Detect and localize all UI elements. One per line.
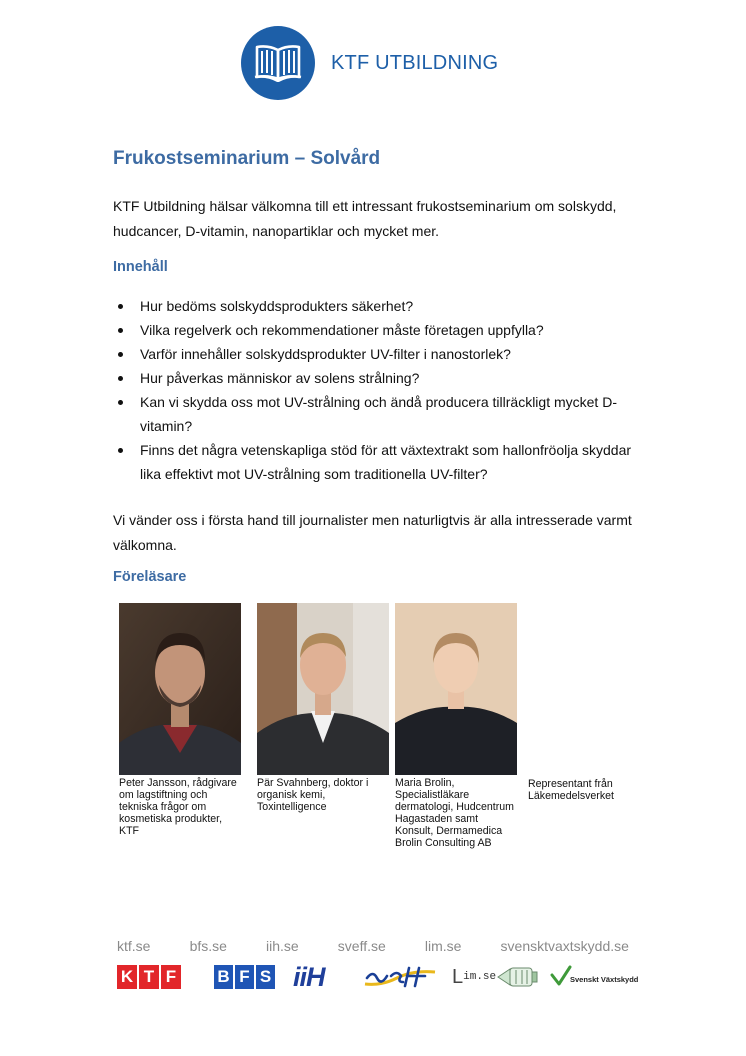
- footer-link[interactable]: bfs.se: [189, 938, 227, 954]
- footer-logos: [117, 962, 637, 996]
- open-book-icon: [253, 44, 303, 82]
- speaker-caption: Representant från Läkemedelsverket: [528, 778, 614, 802]
- ktf-logo: [241, 26, 315, 100]
- speaker-photo: [257, 603, 389, 775]
- speaker-caption: Pär Svahnberg, doktor i organisk kemi, Toxintelligence: [257, 777, 369, 813]
- list-item: Varför innehåller solskyddsprodukter UV-filter i nanostorlek?: [113, 342, 653, 366]
- speaker-card: [119, 603, 244, 837]
- page-title: Frukostseminarium – Solvård: [113, 148, 381, 169]
- speaker-photo: [395, 603, 517, 775]
- lim-logo: L im.se: [452, 965, 538, 989]
- content-heading: Innehåll: [113, 259, 168, 275]
- footer-link[interactable]: sveff.se: [337, 938, 386, 954]
- content-list: [113, 294, 653, 486]
- list-item: Hur påverkas människor av solens strålning?: [113, 366, 653, 390]
- speaker-photo: [119, 603, 241, 775]
- list-item: Vilka regelverk och rekommendationer måste företagen uppfylla?: [113, 318, 653, 342]
- intro-paragraph: KTF Utbildning hälsar välkomna till ett intressant frukostseminarium om solskydd, hudcancer, D-vitamin, nanopartiklar och mycket mer.: [113, 198, 617, 239]
- list-item: Finns det några vetenskapliga stöd för att växtextrakt som hallonfröolja skyddar lika effektivt mot UV-strålning som traditionella UV-filter?: [113, 438, 653, 486]
- list-item: Kan vi skydda oss mot UV-strålning och ändå producera tillräckligt mycket D-vitamin?: [113, 390, 653, 438]
- footer-link[interactable]: iih.se: [266, 938, 299, 954]
- speaker-card: [257, 603, 382, 813]
- iih-logo: iiH: [293, 962, 325, 992]
- svenskt-vaxtskydd-logo: Svenskt Växtskydd: [550, 965, 638, 987]
- footer-links: [117, 938, 629, 954]
- footer-link[interactable]: svensktvaxtskydd.se: [500, 938, 629, 954]
- header: [241, 26, 498, 100]
- check-leaf-icon: [550, 965, 572, 987]
- header-title: KTF UTBILDNING: [331, 51, 499, 74]
- bfs-logo: B F S: [214, 965, 275, 989]
- speaker-card: [395, 603, 520, 849]
- speaker-caption: Peter Jansson, rådgivare om lagstiftning och tekniska frågor om kosmetiska produkter, KTF: [119, 777, 237, 837]
- speaker-caption: Maria Brolin, Specialistläkare dermatologi, Hudcentrum Hagastaden samt Konsult, Dermamedica Brolin Consulting AB: [395, 777, 514, 849]
- ktf-logo: K T F: [117, 965, 181, 989]
- speakers-heading: Föreläsare: [113, 569, 187, 585]
- footer-link[interactable]: lim.se: [424, 938, 462, 954]
- sveff-logo: [363, 964, 437, 992]
- audience-paragraph: Vi vänder oss i första hand till journalister men naturligtvis är alla intresserade varmt välkomna.: [113, 512, 632, 553]
- paint-tube-icon: [496, 965, 538, 989]
- footer-link[interactable]: ktf.se: [117, 938, 151, 954]
- list-item: Hur bedöms solskyddsprodukters säkerhet?: [113, 294, 653, 318]
